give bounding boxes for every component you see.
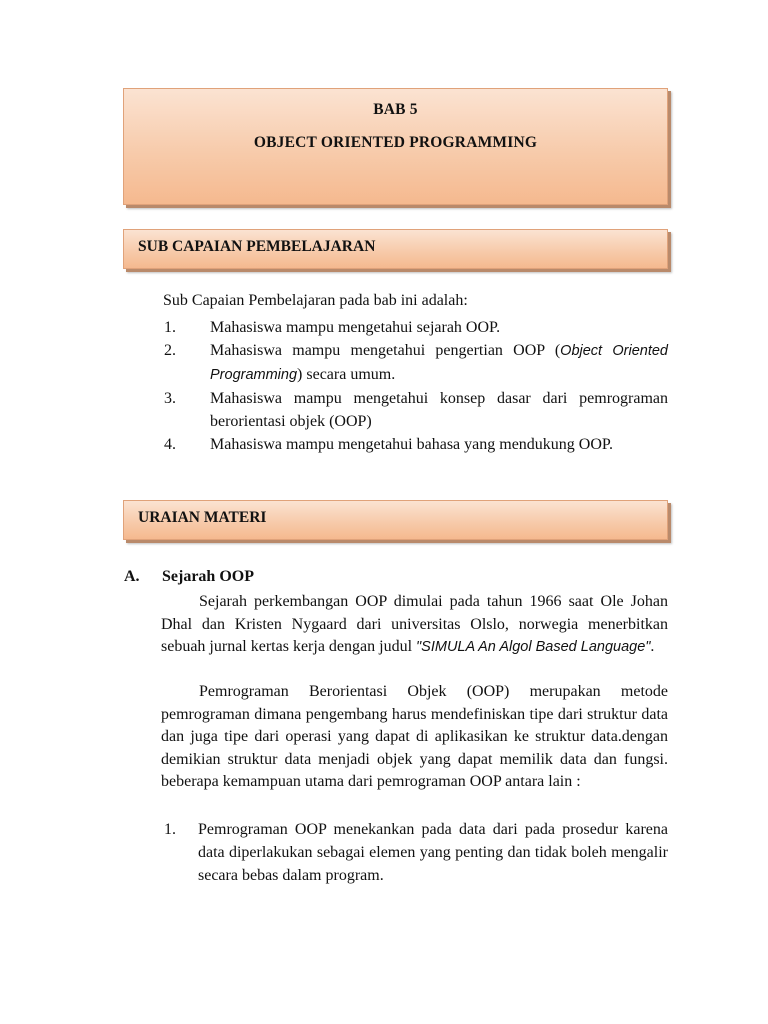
- list-number: 4.: [164, 436, 176, 453]
- list-number: 3.: [164, 390, 176, 407]
- list-number: 1.: [164, 319, 176, 336]
- list-item: [164, 339, 668, 387]
- list-item: [164, 818, 668, 887]
- chapter-title-box: [123, 88, 668, 205]
- section-heading-box-uraian: [123, 500, 668, 540]
- subsection-title: Sejarah OOP: [162, 568, 254, 585]
- paragraph-text: Sejarah perkembangan OOP dimulai pada tahun 1966 saat Ole Johan Dhal dan Kristen Nygaard dari universitas Olslo, norwegia menerbitkan sebuah jurnal kertas kerja dengan judul: [161, 593, 668, 655]
- list-text: ) secara umum.: [297, 366, 396, 383]
- list-text: Mahasiswa mampu mengetahui pengertian OOP (: [210, 342, 561, 359]
- intro-text: Sub Capaian Pembelajaran pada bab ini adalah:: [163, 292, 468, 309]
- paragraph-italic: "SIMULA An Algol Based Language": [416, 639, 651, 655]
- subsection-letter: A.: [124, 568, 140, 585]
- section-heading-box-sub-capaian: [123, 229, 668, 269]
- oop-capabilities-list: [164, 818, 668, 887]
- list-text: Mahasiswa mampu mengetahui konsep dasar dari pemrograman berorientasi objek (OOP): [210, 390, 668, 430]
- list-text: Mahasiswa mampu mengetahui sejarah OOP.: [210, 319, 501, 336]
- list-text: Pemrograman OOP menekankan pada data dari pada prosedur karena data diperlakukan sebagai elemen yang penting dan tidak boleh mengalir secara bebas dalam program.: [198, 821, 668, 884]
- list-item: [164, 316, 668, 339]
- list-item: [164, 387, 668, 433]
- chapter-title: OBJECT ORIENTED PROGRAMMING: [253, 134, 538, 151]
- list-number: 2.: [164, 342, 176, 359]
- section-heading: SUB CAPAIAN PEMBELAJARAN: [138, 238, 376, 255]
- paragraph: Pemrograman Berorientasi Objek (OOP) merupakan metode pemrograman dimana pengembang harus mendefiniskan tipe dari struktur data dan juga tipe dari operasi yang dapat di aplikasikan ke struktur data.dengan demikian struktur data menjadi objek yang dapat memilik data dan fungsi. beberapa kemampuan utama dari pemrograman OOP antara lain :: [161, 683, 668, 790]
- section-heading: URAIAN MATERI: [138, 509, 267, 526]
- list-text-italic: Object Oriented Programming: [210, 343, 668, 383]
- list-item: [164, 433, 668, 456]
- chapter-number: BAB 5: [373, 101, 418, 118]
- list-number: 1.: [164, 821, 176, 838]
- paragraph: [161, 591, 668, 659]
- list-text: Mahasiswa mampu mengetahui bahasa yang mendukung OOP.: [210, 436, 614, 453]
- paragraph-text: .: [650, 638, 655, 655]
- learning-outcomes-list: [164, 316, 668, 456]
